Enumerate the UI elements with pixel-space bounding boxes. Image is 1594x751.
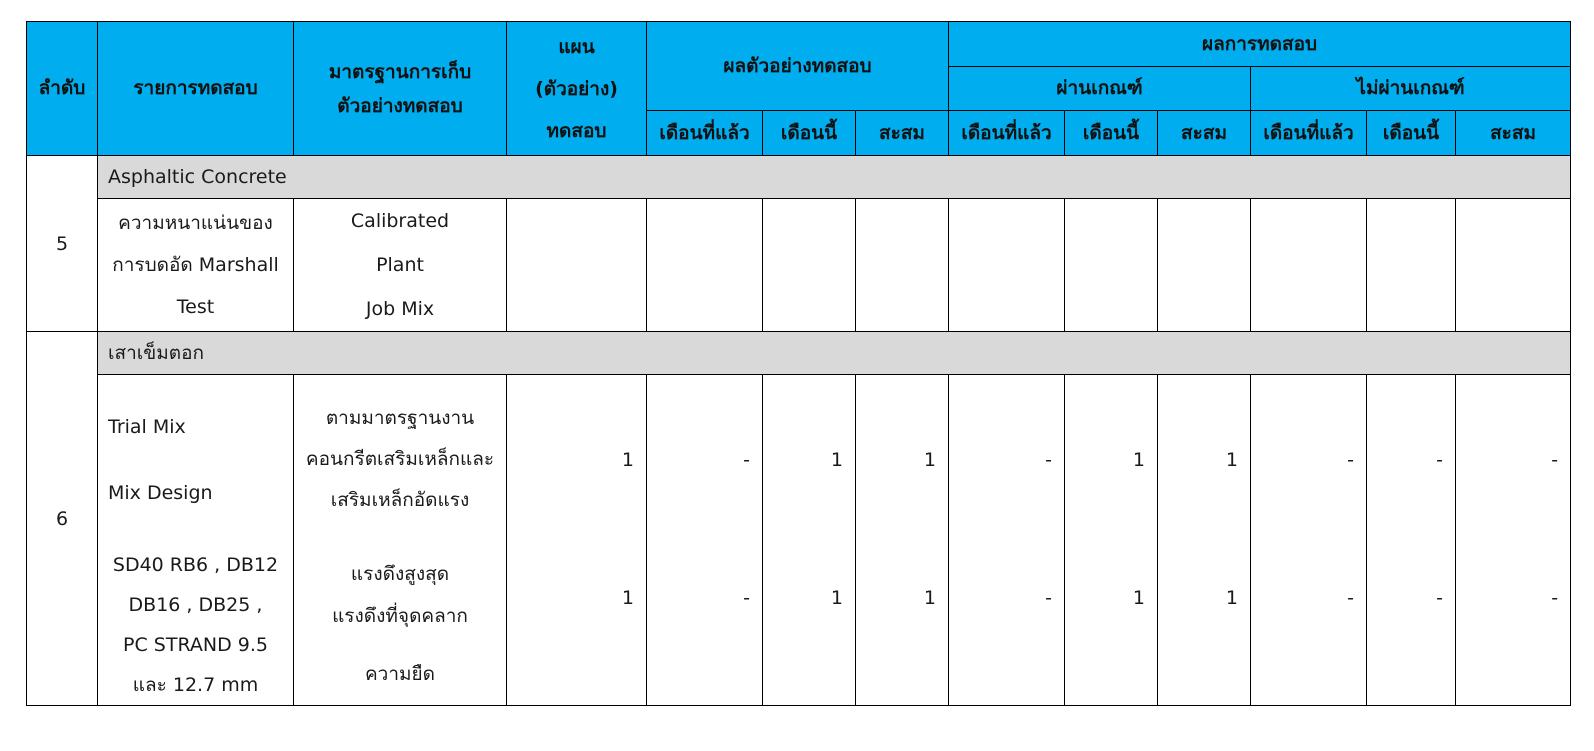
header-samples-this-month: เดือนนี้ — [763, 111, 856, 156]
section-band-label: เสาเข็มตอก — [98, 332, 1571, 375]
section-band-row — [27, 156, 1571, 199]
value-cell — [647, 199, 763, 332]
item-line: การบดอัด Marshall — [112, 254, 279, 276]
header-samples-cumulative: สะสม — [856, 111, 949, 156]
item-line: Trial Mix — [108, 415, 186, 438]
pass-this-month-value: 1 — [1065, 375, 1158, 545]
plan-value: 1 — [507, 375, 647, 545]
pass-cumulative-value: 1 — [1158, 375, 1251, 545]
item-cell — [98, 375, 294, 545]
samples-cumulative-value: 1 — [856, 375, 949, 545]
fail-this-month-value: - — [1367, 375, 1456, 545]
pass-last-month-value: - — [949, 545, 1065, 706]
item-line: ความหนาแน่นของ — [118, 212, 273, 234]
standard-line: แรงดึงสูงสุด — [350, 562, 450, 585]
fail-last-month-value: - — [1251, 375, 1367, 545]
header-fail-cumulative: สะสม — [1456, 111, 1571, 156]
header-results-group: ผลการทดสอบ — [949, 22, 1571, 67]
value-cell — [1456, 199, 1571, 332]
header-item: รายการทดสอบ — [98, 22, 294, 156]
value-cell — [1367, 199, 1456, 332]
samples-this-month-value: 1 — [763, 545, 856, 706]
item-line: PC STRAND 9.5 — [123, 633, 268, 656]
standard-line: แรงดึงที่จุดคลาก — [332, 604, 468, 627]
value-cell — [763, 199, 856, 332]
standard-line: ความยืด — [364, 662, 436, 685]
fail-cumulative-value: - — [1456, 545, 1571, 706]
header-no: ลำดับ — [27, 22, 98, 156]
standard-line: คอนกรีตเสริมเหล็กและ — [305, 448, 495, 471]
pass-this-month-value: 1 — [1065, 545, 1158, 706]
item-line: Mix Design — [108, 481, 213, 504]
value-cell — [949, 199, 1065, 332]
value-cell — [856, 199, 949, 332]
item-cell — [98, 199, 294, 332]
standard-cell — [294, 199, 507, 332]
header-samples-last-month: เดือนที่แล้ว — [647, 111, 763, 156]
header-pass: ผ่านเกณฑ์ — [949, 67, 1251, 111]
samples-last-month-value: - — [647, 375, 763, 545]
section-number: 6 — [27, 332, 98, 706]
samples-cumulative-value: 1 — [856, 545, 949, 706]
header-pass-last-month: เดือนที่แล้ว — [949, 111, 1065, 156]
standard-cell — [294, 375, 507, 545]
header-fail: ไม่ผ่านเกณฑ์ — [1251, 67, 1571, 111]
fail-last-month-value: - — [1251, 545, 1367, 706]
section-band-row — [27, 332, 1571, 375]
value-cell — [1158, 199, 1251, 332]
pass-cumulative-value: 1 — [1158, 545, 1251, 706]
table-row — [27, 545, 1571, 706]
value-cell — [1065, 199, 1158, 332]
fail-this-month-value: - — [1367, 545, 1456, 706]
plan-value: 1 — [507, 545, 647, 706]
test-results-table — [26, 21, 1571, 706]
header-fail-last-month: เดือนที่แล้ว — [1251, 111, 1367, 156]
samples-this-month-value: 1 — [763, 375, 856, 545]
section-number: 5 — [27, 156, 98, 332]
header-plan-line3: ทดสอบ — [546, 119, 607, 142]
header-plan — [507, 22, 647, 156]
header-pass-this-month: เดือนนี้ — [1065, 111, 1158, 156]
header-pass-cumulative: สะสม — [1158, 111, 1251, 156]
standard-line: เสริมเหล็กอัดแรง — [330, 489, 470, 512]
value-cell — [1251, 199, 1367, 332]
header-plan-line2: (ตัวอย่าง) — [535, 77, 618, 100]
table-row — [27, 199, 1571, 332]
item-line: DB16 , DB25 , — [128, 593, 263, 616]
header-fail-this-month: เดือนนี้ — [1367, 111, 1456, 156]
plan-cell — [507, 199, 647, 332]
item-cell — [98, 545, 294, 706]
standard-line: ตามมาตรฐานงาน — [325, 407, 475, 430]
header-samples-group: ผลตัวอย่างทดสอบ — [647, 22, 949, 111]
samples-last-month-value: - — [647, 545, 763, 706]
section-band-label: Asphaltic Concrete — [98, 156, 1571, 199]
standard-line: Job Mix — [365, 298, 435, 320]
item-line: และ 12.7 mm — [132, 673, 259, 696]
standard-line: Plant — [376, 254, 424, 276]
pass-last-month-value: - — [949, 375, 1065, 545]
standard-line: Calibrated — [350, 210, 450, 232]
fail-cumulative-value: - — [1456, 375, 1571, 545]
header-plan-line1: แผน — [558, 35, 595, 58]
header-standard — [294, 22, 507, 156]
item-line: Test — [176, 296, 215, 318]
header-standard-text: มาตรฐานการเก็บ ตัวอย่างทดสอบ — [328, 60, 472, 117]
item-line: SD40 RB6 , DB12 — [112, 553, 279, 576]
standard-cell — [294, 545, 507, 706]
table-row — [27, 375, 1571, 545]
